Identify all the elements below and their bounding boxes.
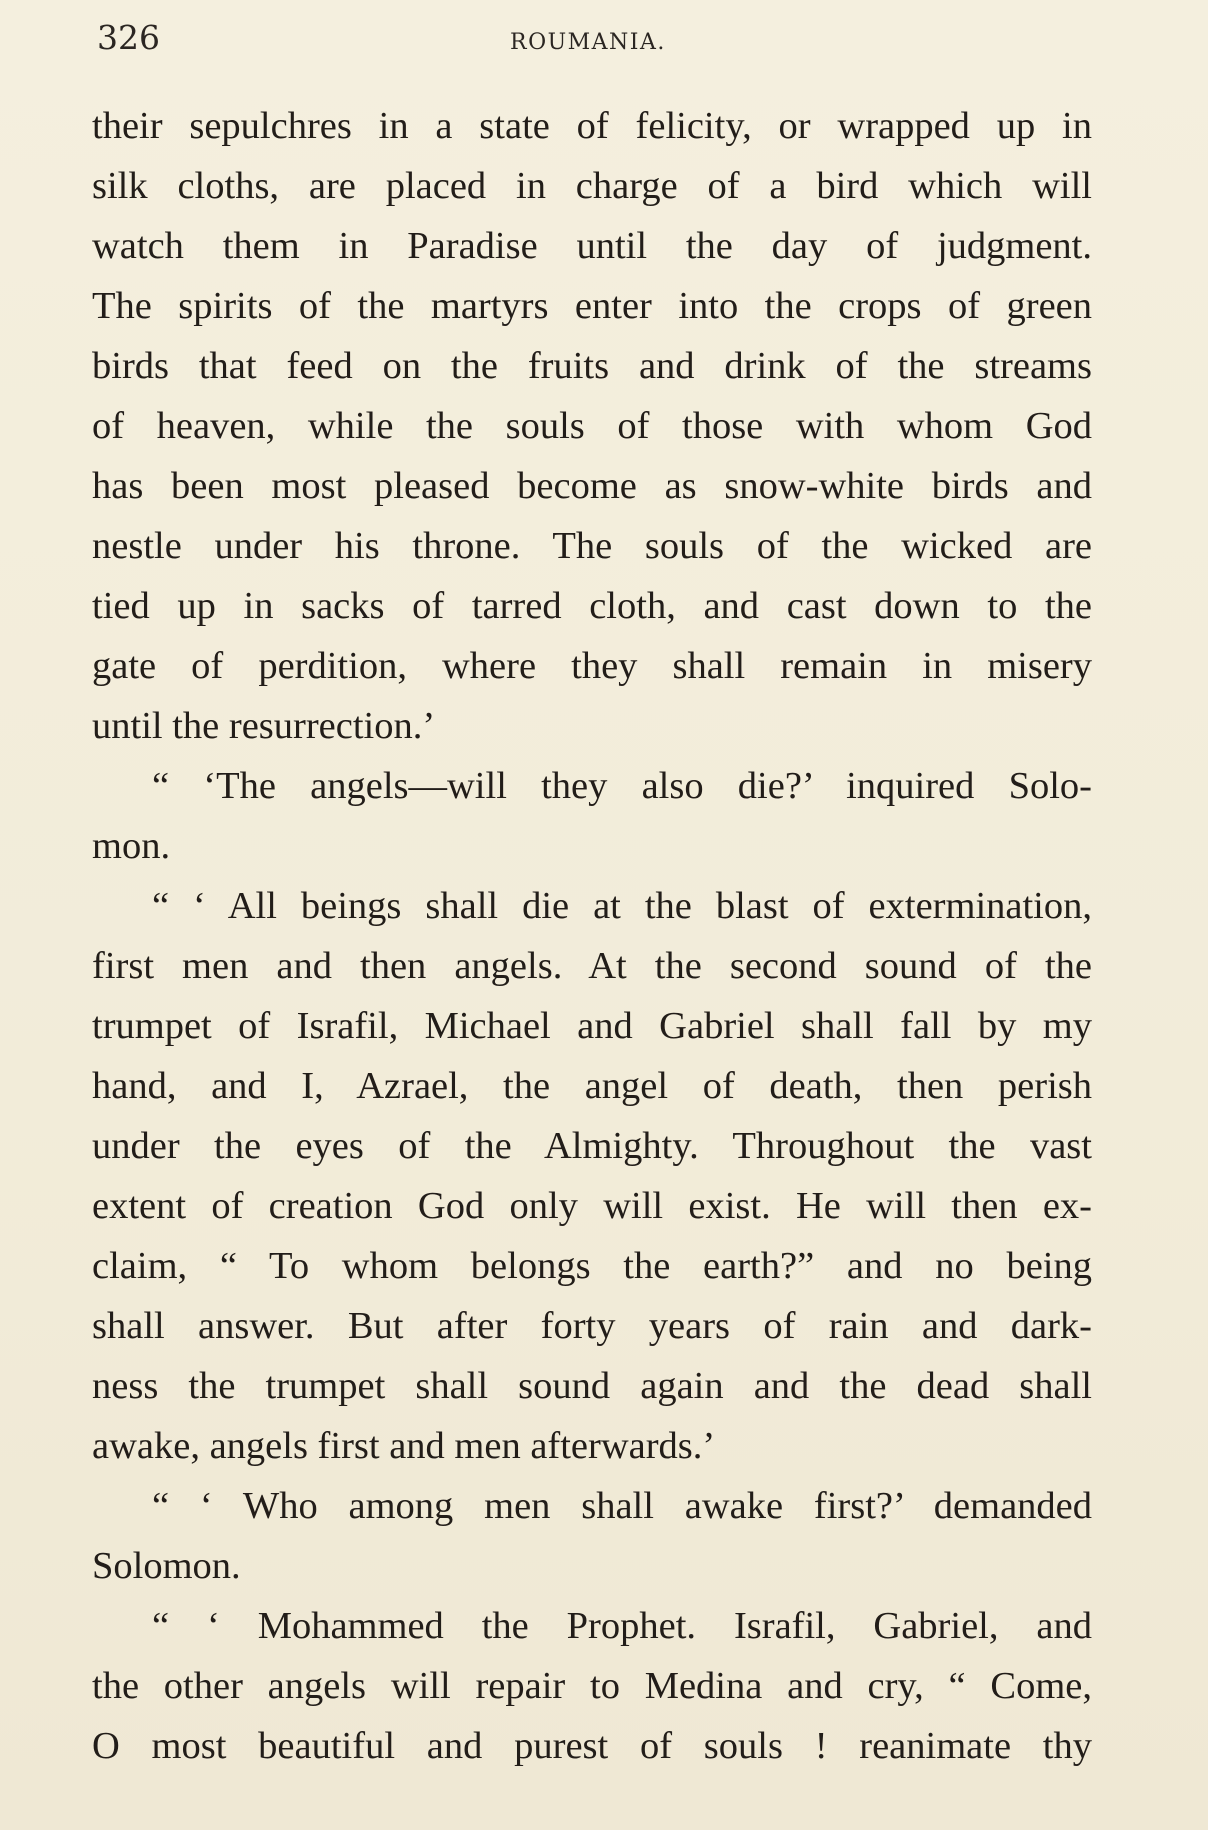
body-text [92, 96, 1092, 1776]
text-line: nestle under his throne. The souls of the wicked are [92, 525, 1092, 567]
text-line: Solomon. [92, 1545, 241, 1587]
text-line: mon. [92, 825, 171, 867]
text-line: awake, angels first and men afterwards.’ [92, 1425, 716, 1467]
text-line: under the eyes of the Almighty. Throughout the vast [92, 1125, 1092, 1167]
text-line: has been most pleased become as snow-white birds and [92, 465, 1092, 507]
text-line: first men and then angels. At the second sound of the [92, 945, 1092, 987]
text-line: ness the trumpet shall sound again and the dead shall [92, 1365, 1092, 1407]
text-line: extent of creation God only will exist. He will then ex- [92, 1185, 1092, 1227]
page-header [97, 18, 1097, 62]
text-line: the other angels will repair to Medina and cry, “ Come, [92, 1665, 1092, 1707]
text-line: “ ‘ Who among men shall awake first?’ demanded [152, 1485, 1092, 1527]
text-line: until the resurrection.’ [92, 705, 436, 747]
running-head: ROUMANIA. [510, 30, 666, 55]
text-line: hand, and I, Azrael, the angel of death, then perish [92, 1065, 1092, 1107]
text-line: birds that feed on the fruits and drink of the streams [92, 345, 1092, 387]
text-line: tied up in sacks of tarred cloth, and cast down to the [92, 585, 1092, 627]
text-line: trumpet of Israfil, Michael and Gabriel shall fall by my [92, 1005, 1092, 1047]
text-line: “ ‘ Mohammed the Prophet. Israfil, Gabriel, and [152, 1605, 1092, 1647]
text-line: The spirits of the martyrs enter into the crops of green [92, 285, 1092, 327]
text-line: O most beautiful and purest of souls ! reanimate thy [92, 1725, 1092, 1767]
page-number: 326 [97, 18, 160, 57]
text-line: “ ‘The angels—will they also die?’ inquired Solo- [152, 765, 1092, 807]
text-line: gate of perdition, where they shall remain in misery [92, 645, 1092, 687]
text-line: “ ‘ All beings shall die at the blast of extermination, [152, 885, 1092, 927]
text-line: silk cloths, are placed in charge of a bird which will [92, 165, 1092, 207]
text-line: shall answer. But after forty years of rain and dark- [92, 1305, 1092, 1347]
text-line: claim, “ To whom belongs the earth?” and no being [92, 1245, 1092, 1287]
text-line: watch them in Paradise until the day of judgment. [92, 225, 1092, 267]
text-line: their sepulchres in a state of felicity, or wrapped up in [92, 105, 1092, 147]
text-line: of heaven, while the souls of those with whom God [92, 405, 1092, 447]
